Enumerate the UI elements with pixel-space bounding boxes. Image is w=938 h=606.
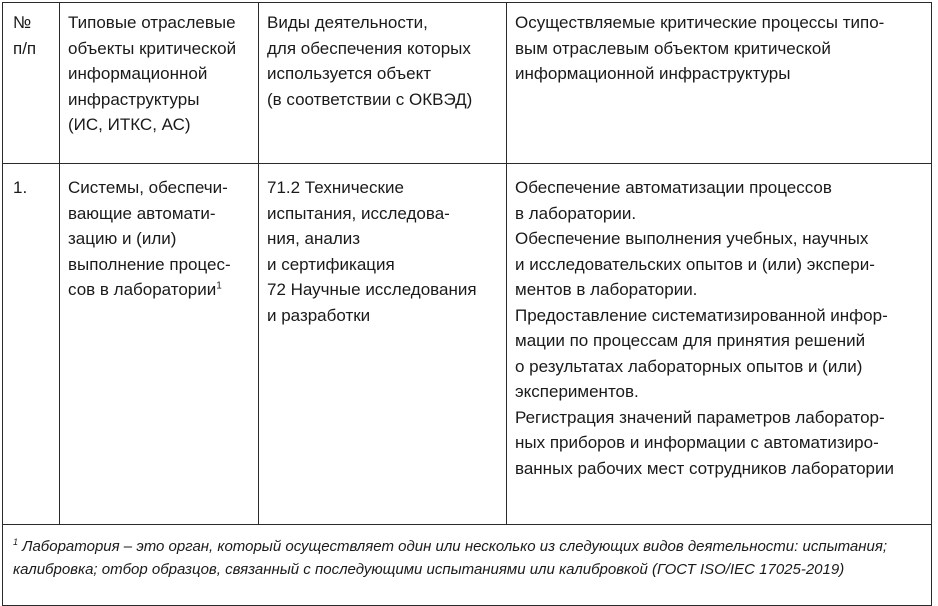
header-number: № п/п — [3, 3, 60, 163]
footnote-mark: 1 — [13, 537, 19, 547]
table-row — [3, 164, 931, 525]
row-object-text: Системы, обеспечи- вающие автомати- зацию и (или) выполнение процес- сов в лаборатории — [68, 178, 231, 299]
table-header-row — [3, 3, 931, 164]
row-number: 1. — [3, 164, 60, 524]
header-critical-processes: Осуществляемые критические процессы типо- вым отраслевым объектом критической информационной инфраструктуры — [515, 13, 885, 83]
row-object — [60, 164, 259, 524]
row-processes: Обеспечение автоматизации процессов в лаборатории. Обеспечение выполнения учебных, научных и исследовательских опытов и (или) экспери- ментов в лаборатории. Предоставление систематизированной инфор- мации по процессам для принятия решений о результатах лабораторных опытов и (или) экспериментов. Регистрация значений параметров лаборатор- ных приборов и информации с автоматизиро- ванных рабочих мест сотрудников лаборатории — [515, 178, 894, 478]
header-object-types: Типовые отраслевые объекты критической информационной инфраструктуры (ИС, ИТКС, АС) — [60, 3, 259, 163]
header-activities: Виды деятельности, для обеспечения которых используется объект (в соответствии с ОКВЭД) — [259, 3, 507, 163]
footnote-reference: 1 — [216, 280, 222, 292]
table-footnote — [3, 525, 931, 605]
row-activities: 71.2 Технические испытания, исследова- ния, анализ и сертификация 72 Научные исследования и разработки — [259, 164, 507, 524]
critical-infrastructure-table — [2, 2, 932, 606]
footnote-text: Лаборатория – это орган, который осуществляет один или несколько из следующих видов деятельности: испытания; калибровка; отбор образцов, связанный с последующими испытаниями или калибровкой (ГОСТ ISO/IEC 17025-2019) — [13, 538, 888, 578]
